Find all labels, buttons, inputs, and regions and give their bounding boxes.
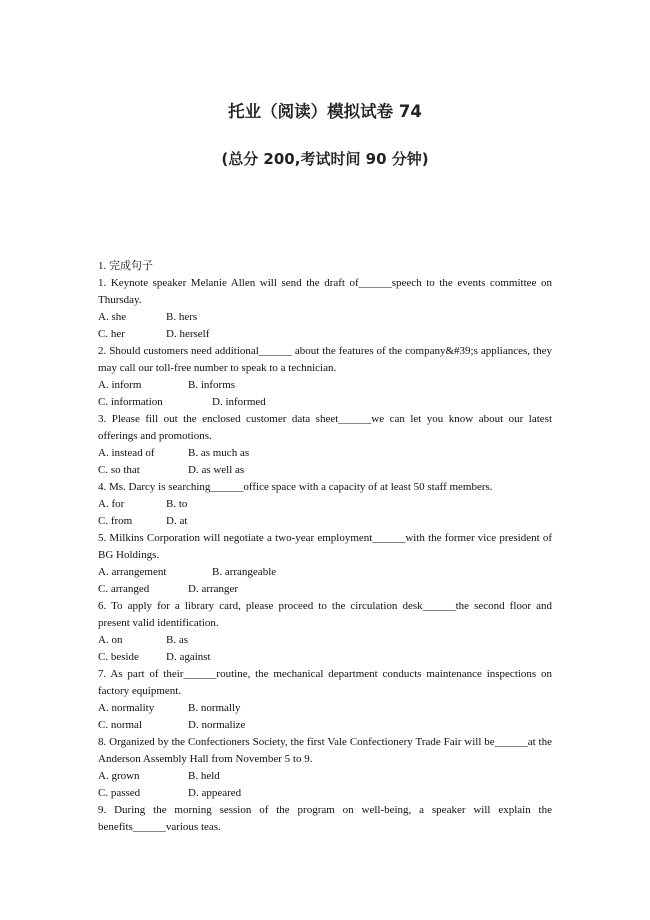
option-a: A. grown: [98, 770, 140, 782]
question-text: 4. Ms. Darcy is searching______office space with a capacity of at least 50 staff members.: [98, 481, 493, 493]
option-b: B. held: [188, 770, 220, 782]
options-row: [98, 649, 552, 666]
document-subtitle: (总分 200,考试时间 90 分钟): [221, 150, 429, 168]
options-row: [98, 717, 552, 734]
options-row: [98, 632, 552, 649]
option-b: B. hers: [166, 311, 198, 323]
option-c: C. normal: [98, 719, 142, 731]
options-row: [98, 445, 552, 462]
options-row: [98, 564, 552, 581]
option-d: D. normalize: [188, 719, 246, 731]
section-label: 1. 完成句子: [98, 260, 153, 272]
option-b: B. normally: [188, 702, 241, 714]
options-row: [98, 513, 552, 530]
option-a: A. on: [98, 634, 123, 646]
option-b: B. as much as: [188, 447, 250, 459]
options-row: [98, 785, 552, 802]
question-text: 7. As part of their______routine, the mechanical department conducts maintenance inspections on factory equipment.: [98, 668, 552, 697]
option-d: D. as well as: [188, 464, 245, 476]
option-d: D. appeared: [188, 787, 242, 799]
options-row: [98, 309, 552, 326]
option-a: A. arrangement: [98, 566, 167, 578]
option-b: B. to: [166, 498, 188, 510]
option-c: C. her: [98, 328, 125, 340]
option-a: A. normality: [98, 702, 155, 714]
question-text: 1. Keynote speaker Melanie Allen will send the draft of______speech to the events committee on Thursday.: [98, 277, 552, 306]
options-row: [98, 496, 552, 513]
option-c: C. from: [98, 515, 133, 527]
option-c: C. beside: [98, 651, 139, 663]
option-d: D. informed: [212, 396, 266, 408]
option-c: C. passed: [98, 787, 141, 799]
option-c: C. information: [98, 396, 163, 408]
options-row: [98, 581, 552, 598]
question-text: 9. During the morning session of the program on well-being, a speaker will explain the benefits______various teas.: [98, 804, 552, 833]
question-text: 8. Organized by the Confectioners Society, the first Vale Confectionery Trade Fair will be______at the Anderson Assembly Hall from November 5 to 9.: [98, 736, 552, 765]
option-c: C. so that: [98, 464, 140, 476]
options-row: [98, 768, 552, 785]
question-text: 5. Milkins Corporation will negotiate a two-year employment______with the former vice president of BG Holdings.: [98, 532, 552, 561]
options-row: [98, 394, 552, 411]
question-text: 6. To apply for a library card, please proceed to the circulation desk______the second floor and present valid identification.: [98, 600, 552, 629]
question-text: 3. Please fill out the enclosed customer data sheet______we can let you know about our latest offerings and promotions.: [98, 413, 552, 442]
options-row: [98, 377, 552, 394]
option-d: D. against: [166, 651, 211, 663]
document-title: 托业（阅读）模拟试卷 74: [228, 102, 422, 121]
option-c: C. arranged: [98, 583, 150, 595]
option-b: B. as: [166, 634, 188, 646]
option-a: A. she: [98, 311, 127, 323]
option-a: A. for: [98, 498, 125, 510]
question-text: 2. Should customers need additional______ about the features of the company&#39;s appliances, they may call our toll-free number to speak to a technician.: [98, 345, 552, 374]
options-row: [98, 462, 552, 479]
options-row: [98, 700, 552, 717]
option-d: D. at: [166, 515, 188, 527]
option-d: D. herself: [166, 328, 210, 340]
option-a: A. inform: [98, 379, 142, 391]
option-b: B. arrangeable: [212, 566, 277, 578]
option-a: A. instead of: [98, 447, 155, 459]
option-d: D. arranger: [188, 583, 239, 595]
option-b: B. informs: [188, 379, 236, 391]
question-body: [98, 258, 552, 836]
options-row: [98, 326, 552, 343]
